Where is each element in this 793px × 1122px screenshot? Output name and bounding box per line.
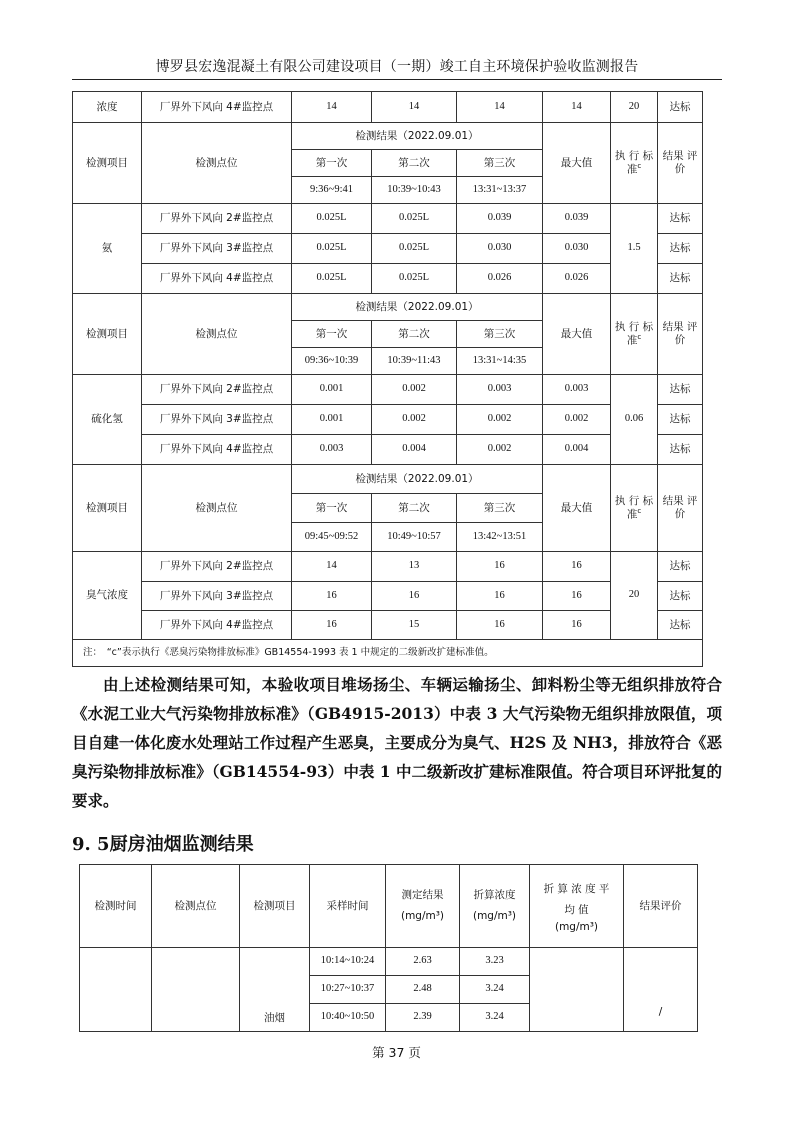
limit-mark: c: [637, 162, 642, 171]
limit-cell: 0.06: [611, 375, 658, 465]
max-cell: 0.004: [543, 435, 611, 465]
limit-mark: c: [637, 507, 642, 516]
header-item: 检测项目: [73, 294, 142, 375]
table-row: [73, 375, 703, 405]
header-converted: [460, 865, 530, 948]
header-divider: [72, 79, 722, 80]
table-row: [73, 582, 703, 611]
header-second: 第二次: [372, 494, 457, 523]
header-location: 检测点位: [142, 465, 292, 552]
table-row: [73, 611, 703, 640]
header-location: 检测点位: [142, 294, 292, 375]
header-limit-label: 执 行 标准: [614, 149, 654, 176]
location-cell: 厂界外下风向 4#监控点: [142, 92, 292, 123]
header-first: 第一次: [292, 494, 372, 523]
limit-mark: c: [637, 333, 642, 342]
limit-cell: 1.5: [611, 204, 658, 294]
table-row: [73, 405, 703, 435]
value-cell: 0.002: [372, 405, 457, 435]
value-cell: 0.025L: [372, 264, 457, 294]
item-cell: 氨: [73, 204, 142, 294]
header-sample-time: 采样时间: [310, 865, 386, 948]
eval-cell: 达标: [658, 204, 703, 234]
header-first: 第一次: [292, 321, 372, 348]
max-cell: 16: [543, 552, 611, 582]
header-max: 最大值: [543, 294, 611, 375]
header-avg-label: 折 算 浓 度 平 均 值: [543, 882, 610, 916]
value-cell: 14: [292, 92, 372, 123]
header-avg: [530, 865, 624, 948]
value-cell: 14: [372, 92, 457, 123]
time-cell: [80, 948, 152, 1032]
converted-cell: 3.24: [460, 1004, 530, 1032]
time-cell: 10:39~11:43: [372, 348, 457, 375]
conclusion-paragraph: [72, 670, 722, 815]
header-max: 最大值: [543, 123, 611, 204]
time-cell: 9:36~9:41: [292, 177, 372, 204]
eval-cell: 达标: [658, 92, 703, 123]
location-cell: 厂界外下风向 2#监控点: [142, 552, 292, 582]
table-row: [73, 435, 703, 465]
eval-cell: 达标: [658, 375, 703, 405]
table-note: 注： “c”表示执行《恶臭污染物排放标准》GB14554-1993 表 1 中规定的二级新改扩建标准值。: [73, 640, 703, 667]
section-title: 9. 5厨房油烟监测结果: [72, 834, 254, 855]
table-row: [73, 552, 703, 582]
kitchen-fume-table: [79, 864, 698, 1032]
value-cell: 0.025L: [292, 234, 372, 264]
value-cell: 15: [372, 611, 457, 640]
header-converted-label: 折算浓度: [473, 889, 516, 902]
eval-cell: 达标: [658, 435, 703, 465]
header-limit-label: 执 行 标准: [614, 494, 654, 521]
time-cell: 10:49~10:57: [372, 523, 457, 552]
location-cell: 厂界外下风向 3#监控点: [142, 582, 292, 611]
eval-cell: 达标: [658, 405, 703, 435]
page-header: 博罗县宏逸混凝土有限公司建设项目（一期）竣工自主环境保护验收监测报告: [155, 59, 639, 75]
value-cell: 0.002: [372, 375, 457, 405]
header-time: 检测时间: [80, 865, 152, 948]
max-cell: 0.026: [543, 264, 611, 294]
header-second: 第二次: [372, 150, 457, 177]
eval-cell: 达标: [658, 611, 703, 640]
header-max: 最大值: [543, 465, 611, 552]
result-title: 检测结果（2022.09.01）: [292, 465, 543, 494]
sample-time-cell: 10:14~10:24: [310, 948, 386, 976]
header-third: 第三次: [457, 321, 543, 348]
max-cell: 0.030: [543, 234, 611, 264]
header-eval: 结果评价: [624, 865, 698, 948]
value-cell: 16: [372, 582, 457, 611]
converted-cell: 3.23: [460, 948, 530, 976]
limit-cell: 20: [611, 92, 658, 123]
header-avg-unit: (mg/m³): [554, 920, 599, 933]
table-row: [73, 92, 703, 123]
value-cell: 0.004: [372, 435, 457, 465]
header-item: 检测项目: [73, 123, 142, 204]
item-cell: 臭气浓度: [73, 552, 142, 640]
max-cell: 0.039: [543, 204, 611, 234]
location-cell: 厂界外下风向 2#监控点: [142, 204, 292, 234]
item-cell: 油烟: [240, 948, 310, 1032]
header-location: 检测点位: [142, 123, 292, 204]
unorganized-emission-table: [72, 91, 703, 667]
max-cell: 0.002: [543, 405, 611, 435]
value-cell: 0.001: [292, 375, 372, 405]
header-second: 第二次: [372, 321, 457, 348]
header-limit: [611, 123, 658, 204]
value-cell: 0.025L: [372, 204, 457, 234]
value-cell: 0.025L: [292, 264, 372, 294]
measured-cell: 2.39: [386, 1004, 460, 1032]
header-third: 第三次: [457, 150, 543, 177]
measured-cell: 2.48: [386, 976, 460, 1004]
value-cell: 0.026: [457, 264, 543, 294]
sample-time-cell: 10:27~10:37: [310, 976, 386, 1004]
location-cell: 厂界外下风向 2#监控点: [142, 375, 292, 405]
group-header-row: [73, 294, 703, 321]
header-third: 第三次: [457, 494, 543, 523]
value-cell: 16: [457, 582, 543, 611]
time-cell: 13:31~13:37: [457, 177, 543, 204]
measured-cell: 2.63: [386, 948, 460, 976]
page-number: 第 37 页: [372, 1045, 421, 1060]
value-cell: 0.025L: [292, 204, 372, 234]
header-eval: 结果 评价: [658, 123, 703, 204]
header-eval: 结果 评价: [658, 294, 703, 375]
group-header-row: [73, 123, 703, 150]
value-cell: 16: [457, 552, 543, 582]
eval-cell: 达标: [658, 552, 703, 582]
header-limit: [611, 465, 658, 552]
note-row: [73, 640, 703, 667]
value-cell: 0.002: [457, 405, 543, 435]
group-header-row: [73, 465, 703, 494]
header-measured-label: 测定结果: [401, 889, 444, 902]
header-limit-label: 执 行 标准: [614, 320, 654, 347]
result-title: 检测结果（2022.09.01）: [292, 123, 543, 150]
header-converted-unit: (mg/m³): [472, 910, 517, 922]
eval-cell: 达标: [658, 234, 703, 264]
max-cell: 14: [543, 92, 611, 123]
eval-cell: 达标: [658, 582, 703, 611]
result-title: 检测结果（2022.09.01）: [292, 294, 543, 321]
limit-cell: 20: [611, 552, 658, 640]
eval-cell: /: [624, 948, 698, 1032]
location-cell: 厂界外下风向 4#监控点: [142, 264, 292, 294]
table-row: [73, 234, 703, 264]
item-cell: 浓度: [73, 92, 142, 123]
header-measured-unit: (mg/m³): [400, 910, 445, 922]
header-location: 检测点位: [152, 865, 240, 948]
sample-time-cell: 10:40~10:50: [310, 1004, 386, 1032]
location-cell: 厂界外下风向 4#监控点: [142, 435, 292, 465]
time-cell: 09:45~09:52: [292, 523, 372, 552]
header-eval: 结果 评价: [658, 465, 703, 552]
max-cell: 0.003: [543, 375, 611, 405]
header-limit: [611, 294, 658, 375]
value-cell: 16: [292, 611, 372, 640]
header-item: 检测项目: [240, 865, 310, 948]
avg-cell: [530, 948, 624, 1032]
header-item: 检测项目: [73, 465, 142, 552]
conclusion-text: 由上述检测结果可知，本验收项目堆场扬尘、车辆运输扬尘、卸料粉尘等无组织排放符合《水泥工业大气污染物排放标准》（GB4915-2013）中表 3 大气污染物无组织排放限值，项目自建一体化废水处理站工作过程产生恶臭，主要成分为臭气、H2S 及 NH3，排放符合《恶臭污染物排放标准》（GB14554-93）中表 1 中二级新改扩建标准限值。符合项目环评批复的要求。: [72, 675, 722, 810]
converted-cell: 3.24: [460, 976, 530, 1004]
time-cell: 13:31~14:35: [457, 348, 543, 375]
header-measured: [386, 865, 460, 948]
value-cell: 0.002: [457, 435, 543, 465]
time-cell: 10:39~10:43: [372, 177, 457, 204]
location-cell: 厂界外下风向 3#监控点: [142, 405, 292, 435]
value-cell: 0.003: [457, 375, 543, 405]
header-row: [80, 865, 698, 948]
value-cell: 13: [372, 552, 457, 582]
time-cell: 13:42~13:51: [457, 523, 543, 552]
value-cell: 14: [292, 552, 372, 582]
value-cell: 0.001: [292, 405, 372, 435]
value-cell: 14: [457, 92, 543, 123]
table-row: [73, 204, 703, 234]
value-cell: 16: [292, 582, 372, 611]
location-cell: 厂界外下风向 3#监控点: [142, 234, 292, 264]
header-first: 第一次: [292, 150, 372, 177]
value-cell: 0.003: [292, 435, 372, 465]
max-cell: 16: [543, 611, 611, 640]
time-cell: 09:36~10:39: [292, 348, 372, 375]
value-cell: 16: [457, 611, 543, 640]
eval-cell: 达标: [658, 264, 703, 294]
location-cell: 厂界外下风向 4#监控点: [142, 611, 292, 640]
item-cell: 硫化氢: [73, 375, 142, 465]
value-cell: 0.025L: [372, 234, 457, 264]
table-row: [73, 264, 703, 294]
table-row: [80, 948, 698, 976]
location-cell: [152, 948, 240, 1032]
value-cell: 0.039: [457, 204, 543, 234]
value-cell: 0.030: [457, 234, 543, 264]
max-cell: 16: [543, 582, 611, 611]
